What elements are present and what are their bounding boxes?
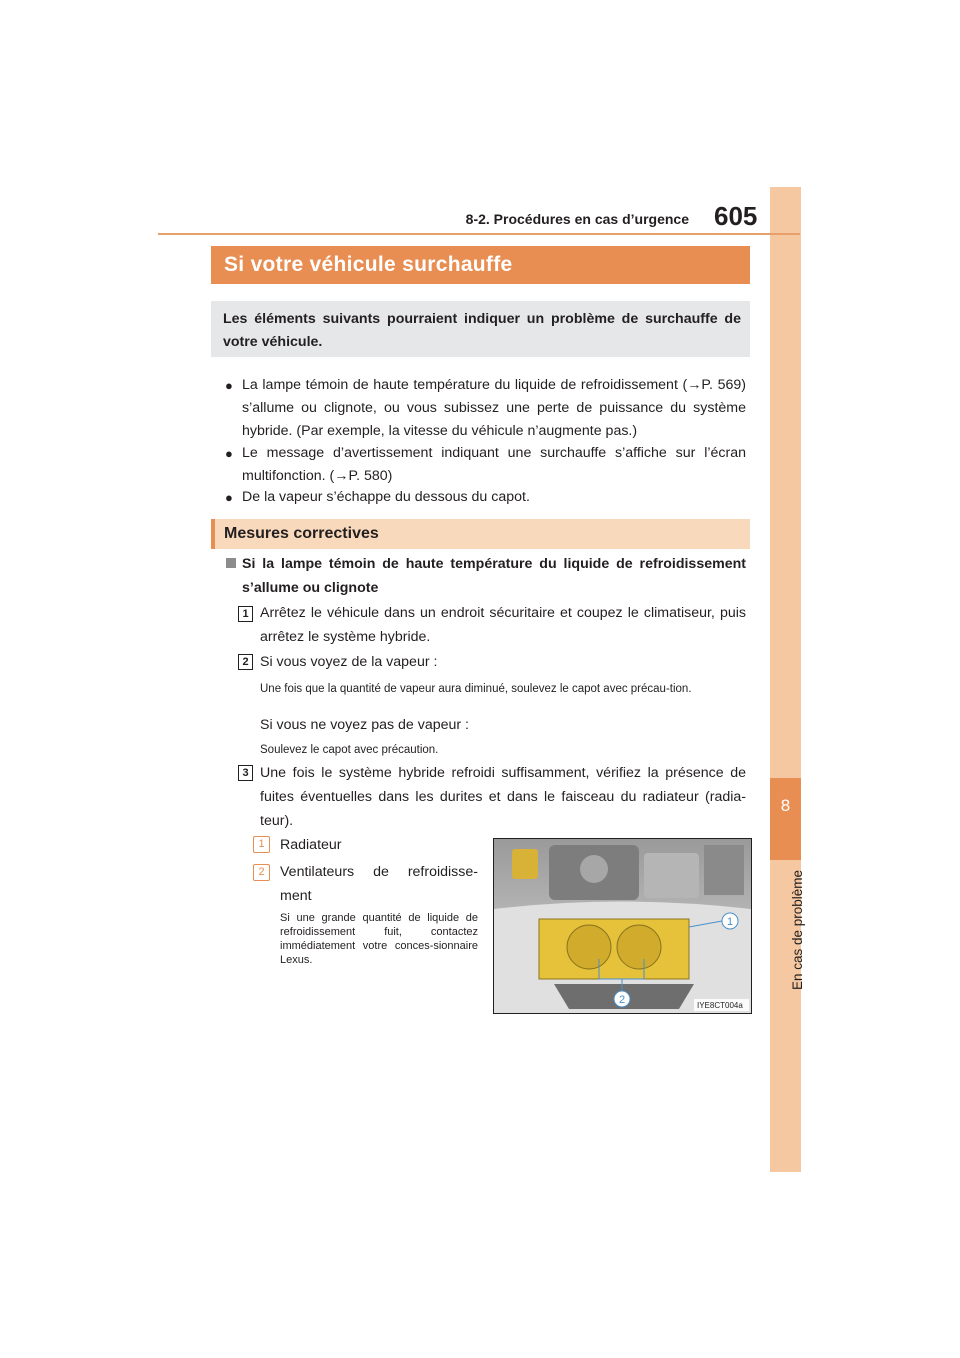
callout-number-2: 2 xyxy=(253,864,270,881)
section-header: 8-2. Procédures en cas d’urgence xyxy=(465,211,689,227)
step-number-1: 1 xyxy=(238,606,253,622)
step-text: Une fois le système hybride refroidi suffisamment, vérifiez la présence de fuites éventuelles dans les durites et dans le faisceau du radiateur (radia-teur). xyxy=(260,765,746,829)
step-number-3: 3 xyxy=(238,765,253,781)
bullet-item: De la vapeur s’échappe du dessous du capot. xyxy=(242,489,530,505)
bullet-item: La lampe témoin de haute température du liquide de refroidissement (→P. 569) s’allume ou clignote, ou vous subissez une perte de puissance du système hybride. (Par exemple, la vitesse du véhicule n’augmente pas.) xyxy=(242,377,746,439)
svg-text:1: 1 xyxy=(727,916,734,928)
chapter-number-box xyxy=(770,778,801,860)
callout-label: Radiateur xyxy=(280,837,342,853)
subsection-title: Mesures correctives xyxy=(224,525,379,542)
header-rule xyxy=(158,233,800,235)
bullet-icon: ● xyxy=(225,490,233,505)
callout-number-1: 1 xyxy=(253,836,270,853)
page-title: Si votre véhicule surchauffe xyxy=(224,253,513,276)
condition-heading: Si la lampe témoin de haute température du liquide de refroidissement s’allume ou clignote xyxy=(242,556,746,596)
subsection-accent xyxy=(211,519,215,549)
bullet-icon: ● xyxy=(225,378,233,393)
figure-code: IYE8CT004a xyxy=(697,1001,743,1010)
square-bullet-icon xyxy=(226,558,236,568)
engine-bay-photo xyxy=(493,838,752,1014)
chapter-number: 8 xyxy=(780,796,791,815)
bullet-icon: ● xyxy=(225,446,233,461)
callout-note: Si une grande quantité de liquide de refroidissement fuit, contactez immédiatement votre conces-sionnaire Lexus. xyxy=(280,912,478,966)
intro-text: Les éléments suivants pourraient indiquer un problème de surchauffe de votre véhicule. xyxy=(223,311,741,350)
step-text: Si vous voyez de la vapeur : xyxy=(260,654,438,670)
chapter-side-tab xyxy=(770,187,801,1172)
engine-bay-illustration xyxy=(494,839,751,1013)
step-number-2: 2 xyxy=(238,654,253,670)
svg-text:2: 2 xyxy=(619,994,626,1006)
step-note: Une fois que la quantité de vapeur aura diminué, soulevez le capot avec précau-tion. xyxy=(260,683,692,695)
bullet-item: Le message d’avertissement indiquant une surchauffe s’affiche sur l’écran multifonction. (→P. 580) xyxy=(242,445,746,484)
step-note: Soulevez le capot avec précaution. xyxy=(260,744,439,756)
step-text: Arrêtez le véhicule dans un endroit sécuritaire et coupez le climatiseur, puis arrêtez le système hybride. xyxy=(260,605,746,645)
callout-label: Ventilateurs de refroidisse-ment xyxy=(280,864,478,904)
step-text: Si vous ne voyez pas de vapeur : xyxy=(260,717,469,733)
chapter-label: En cas de problème xyxy=(790,869,805,991)
page-number: 605 xyxy=(714,201,758,231)
